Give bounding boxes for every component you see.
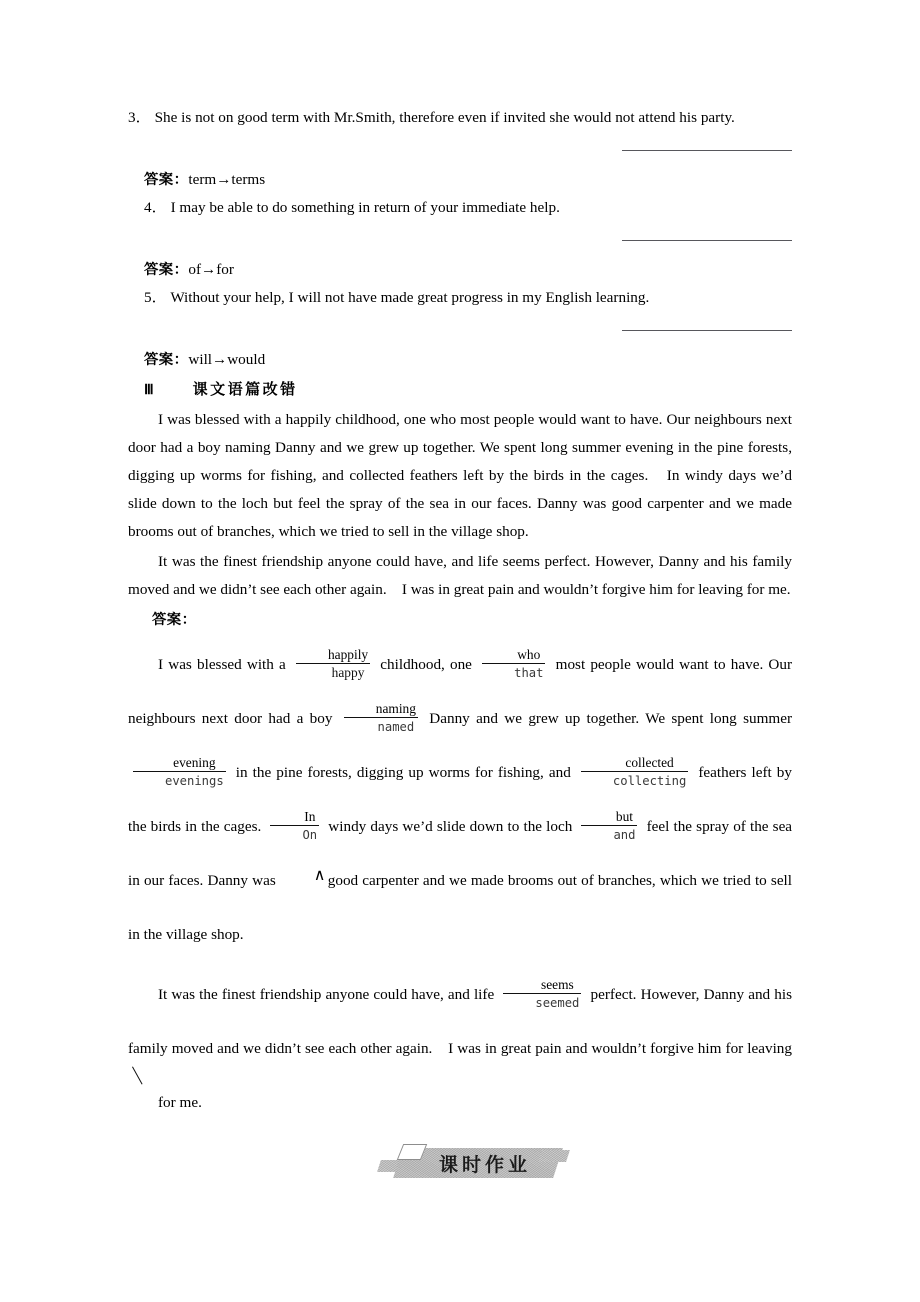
correction-right-1: happy — [331, 664, 365, 680]
question-3-text: She is not on good term with Mr.Smith, therefore even if invited she would not attend his party. — [154, 109, 735, 126]
passage-paragraph-1: I was blessed with a happily childhood, one who most people would want to have. Our neighbours next door had a boy naming Danny and we grew up together. We spent long summer evening in the pine forests, digging up worms for fishing, and collected feathers left by the birds in the cages. In windy days we’d slide down to the loch but feel the spray of the sea in our faces. Danny was good carpenter and we made brooms out of branches, which we tried to sell in the village shop. — [128, 411, 792, 540]
question-4-text: I may be able to do something in return of your immediate help. — [170, 199, 560, 216]
corrected-seg-8: feel the spray of the sea in our faces. Danny was — [128, 818, 793, 889]
answer-3-value: term→terms — [188, 171, 266, 188]
corrected-paragraph-1 — [128, 638, 792, 962]
question-5-text: Without your help, I will not have made great progress in my English learning. — [170, 289, 650, 306]
deletion-slash-icon — [132, 1067, 147, 1084]
answer-3 — [128, 166, 792, 194]
correction-wrong-1: happily — [327, 646, 369, 662]
passage-answer-label-row — [128, 606, 792, 634]
question-5 — [128, 284, 792, 312]
correction-happily-happy — [295, 647, 371, 681]
question-3 — [128, 104, 792, 132]
correction-collected-collecting — [580, 755, 689, 789]
corrected-seg-12: me. — [179, 1094, 202, 1111]
corrected-paragraph-2 — [128, 968, 792, 1130]
corrected-seg-2: childhood, one — [380, 656, 472, 673]
deleted-word-text: for — [158, 1094, 176, 1111]
question-4 — [128, 194, 792, 222]
answer-label-4: 答案： — [144, 262, 189, 278]
question-3-number: 3． — [128, 109, 151, 126]
footer-label: 课时作业 — [438, 1154, 531, 1176]
corrected-seg-5: in the pine forests, digging up worms for fishing, and — [235, 764, 571, 781]
answer-rule-3 — [622, 150, 792, 151]
correction-wrong-4: evening — [173, 754, 216, 770]
answer-5-value: will→would — [188, 351, 266, 368]
correction-right-7: and — [613, 827, 636, 842]
corrected-seg-9: good carpenter and we made brooms out of branches, which we tried to sell in the village shop. — [128, 872, 792, 943]
correction-wrong-7: but — [615, 808, 634, 824]
section-number: Ⅲ — [144, 383, 155, 398]
correction-wrong-5: collected — [625, 754, 674, 770]
correction-naming-named — [343, 701, 419, 735]
insertion-caret-icon: ∧ — [313, 867, 326, 884]
corrected-seg-3: most people would want to have. Our neighbours next door had a boy — [128, 656, 793, 727]
correction-evening-evenings — [132, 755, 227, 789]
correction-right-5: collecting — [612, 773, 687, 788]
answer-label-5: 答案： — [144, 352, 189, 368]
passage-paragraph-2: It was the finest friendship anyone could have, and life seems perfect. However, Danny and his family moved and we didn’t see each other again. I was in great pain and wouldn’t forgive him for leaving for me. — [128, 553, 792, 598]
answer-4-value: of→for — [188, 261, 234, 278]
correction-wrong-2: who — [517, 646, 541, 662]
footer-banner — [0, 1142, 920, 1200]
question-5-number: 5． — [144, 289, 167, 306]
corrected-seg-11: perfect. However, Danny and his family moved and we didn’t see each other again. I was in great pain and wouldn’t forgive him for leaving — [128, 986, 793, 1057]
correction-wrong-6: In — [304, 808, 316, 824]
corrected-seg-10: It was the finest friendship anyone could have, and life — [158, 986, 495, 1003]
correction-right-8: seemed — [535, 995, 580, 1010]
answer-4 — [128, 256, 792, 284]
corrected-seg-7: windy days we’d slide down to the loch — [328, 818, 573, 835]
correction-but-and — [580, 809, 638, 843]
answer-rule-5 — [622, 330, 792, 331]
section-title: 课文语篇改错 — [192, 380, 298, 398]
correction-wrong-8: seems — [541, 976, 574, 992]
correction-in-on — [269, 809, 320, 843]
answer-rule-5-wrap — [128, 312, 792, 346]
correction-who-that — [481, 647, 546, 681]
deleted-word-for — [128, 1076, 176, 1130]
page-content — [128, 104, 792, 1130]
section-heading — [128, 374, 792, 406]
answer-label-3: 答案： — [144, 172, 189, 188]
correction-seems-seemed — [502, 977, 582, 1011]
passage-answer-label: 答案： — [152, 612, 197, 628]
answer-5 — [128, 346, 792, 374]
correction-right-3: named — [377, 719, 415, 734]
corrected-seg-6: feathers left by the birds in the cages. — [128, 764, 792, 835]
corrected-seg-1: I was blessed with a — [158, 656, 286, 673]
answer-rule-3-wrap — [128, 132, 792, 166]
corrected-seg-4: Danny and we grew up together. We spent long summer — [429, 710, 792, 727]
answer-rule-4 — [622, 240, 792, 241]
question-4-number: 4． — [144, 199, 167, 216]
correction-right-6: On — [302, 827, 318, 842]
answer-rule-4-wrap — [128, 222, 792, 256]
correction-right-2: that — [514, 665, 544, 680]
correction-wrong-3: naming — [375, 700, 416, 716]
correction-right-4: evenings — [165, 773, 224, 788]
